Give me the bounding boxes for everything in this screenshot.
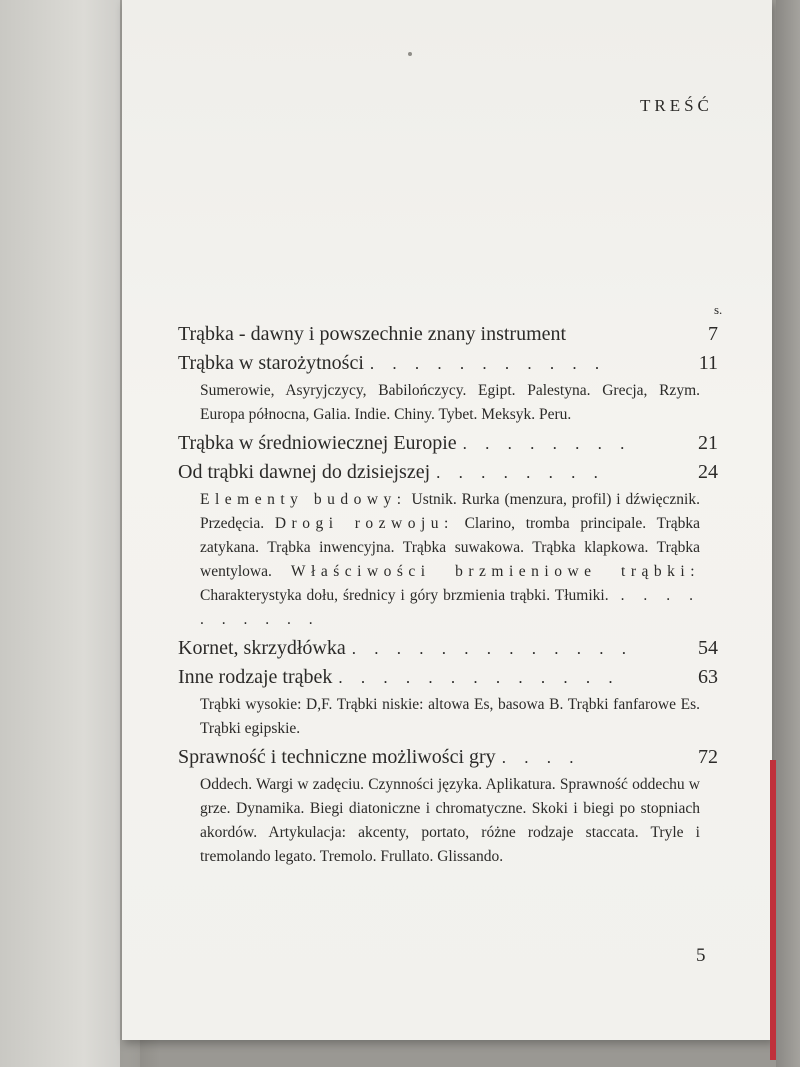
- toc-entry: [178, 320, 718, 349]
- background-edge: [776, 0, 800, 1067]
- toc-entry-title: Inne rodzaje trąbek: [178, 666, 333, 688]
- toc-entry-page: 11: [698, 352, 718, 374]
- toc-entry: [178, 634, 718, 663]
- page-number: 5: [696, 945, 706, 966]
- toc-entry: [178, 743, 718, 772]
- toc-leader-dots: . . . . . . . .: [436, 463, 605, 482]
- subsection-heading: Drogi rozwoju:: [274, 515, 454, 532]
- table-of-contents: [178, 320, 718, 871]
- subsection-heading: Elementy budowy:: [200, 491, 407, 508]
- subsection-text: Charakterystyka dołu, średnicy i góry brzmienia trąbki. Tłumiki.: [200, 587, 609, 604]
- toc-leader-dots: . . . . . . . . . . . . .: [351, 639, 633, 658]
- toc-leader-dots: . . . .: [501, 748, 581, 767]
- toc-leader-dots: . . . . . . . .: [462, 434, 632, 453]
- toc-entry-title: Trąbka w średniowiecznej Europie: [178, 432, 457, 454]
- toc-entry-description: Oddech. Wargi w zadęciu. Czynności języka. Aplikatura. Sprawność oddechu w grze. Dynamika. Biegi diatoniczne i chromatyczne. Skoki i biegi po stopniach akordów. Artykulacja: akcenty, portato, różne rodzaje staccata. Tryle i tremolando legato. Tremolo. Frullato. Glissando.: [200, 776, 700, 865]
- paper-speck: [408, 52, 412, 56]
- toc-entry: [178, 458, 718, 487]
- facing-page: [0, 0, 140, 1067]
- toc-entry-description: Trąbki wysokie: D,F. Trąbki niskie: altowa Es, basowa B. Trąbki fanfarowe Es. Trąbki egipskie.: [200, 696, 700, 737]
- subsection-heading: Właściwości brzmieniowe trąbki:: [290, 563, 700, 580]
- toc-entry-page: 7: [708, 323, 718, 345]
- subsection-text: Clarino, tromba principale. Trąbka zatykana. Trąbka inwencyjna. Trąbka suwakowa. Trąbka klapkowa. Trąbka wentylowa.: [200, 515, 700, 580]
- subsection-text: Ustnik. Rurka (menzura, profil) i dźwięcznik. Przedęcia.: [200, 491, 700, 532]
- toc-entry-title: Trąbka w starożytności: [178, 352, 364, 374]
- toc-entry-page: 72: [698, 746, 718, 768]
- toc-entry-page: 54: [698, 637, 718, 659]
- page-column-label: s.: [714, 302, 723, 317]
- toc-entry-title: Od trąbki dawnej do dzisiejszej: [178, 461, 431, 483]
- toc-entry-title: Trąbka - dawny i powszechnie znany instrument: [178, 323, 567, 345]
- toc-entry-page: 21: [698, 432, 718, 454]
- toc-entry-title: Sprawność i techniczne możliwości gry: [178, 746, 496, 768]
- toc-entry-page: 63: [698, 666, 718, 688]
- toc-entry-description: Sumerowie, Asyryjczycy, Babilończycy. Egipt. Palestyna. Grecja, Rzym. Europa północna, Galia. Indie. Chiny. Tybet. Meksyk. Peru.: [200, 382, 700, 423]
- page-title: TREŚĆ: [640, 96, 713, 115]
- toc-entry-page: 24: [698, 461, 718, 483]
- toc-entry-description: [178, 488, 718, 632]
- toc-entry-title: Kornet, skrzydłówka: [178, 637, 346, 659]
- toc-leader-dots: . . . . . . . . . . .: [369, 354, 607, 373]
- toc-entry: [178, 663, 718, 692]
- toc-entry: [178, 429, 718, 458]
- toc-leader-dots: . . . . . . . . . . . . .: [338, 668, 620, 687]
- toc-entry: [178, 349, 718, 378]
- toc-leader-dots: . . . . . . . . . .: [200, 587, 700, 628]
